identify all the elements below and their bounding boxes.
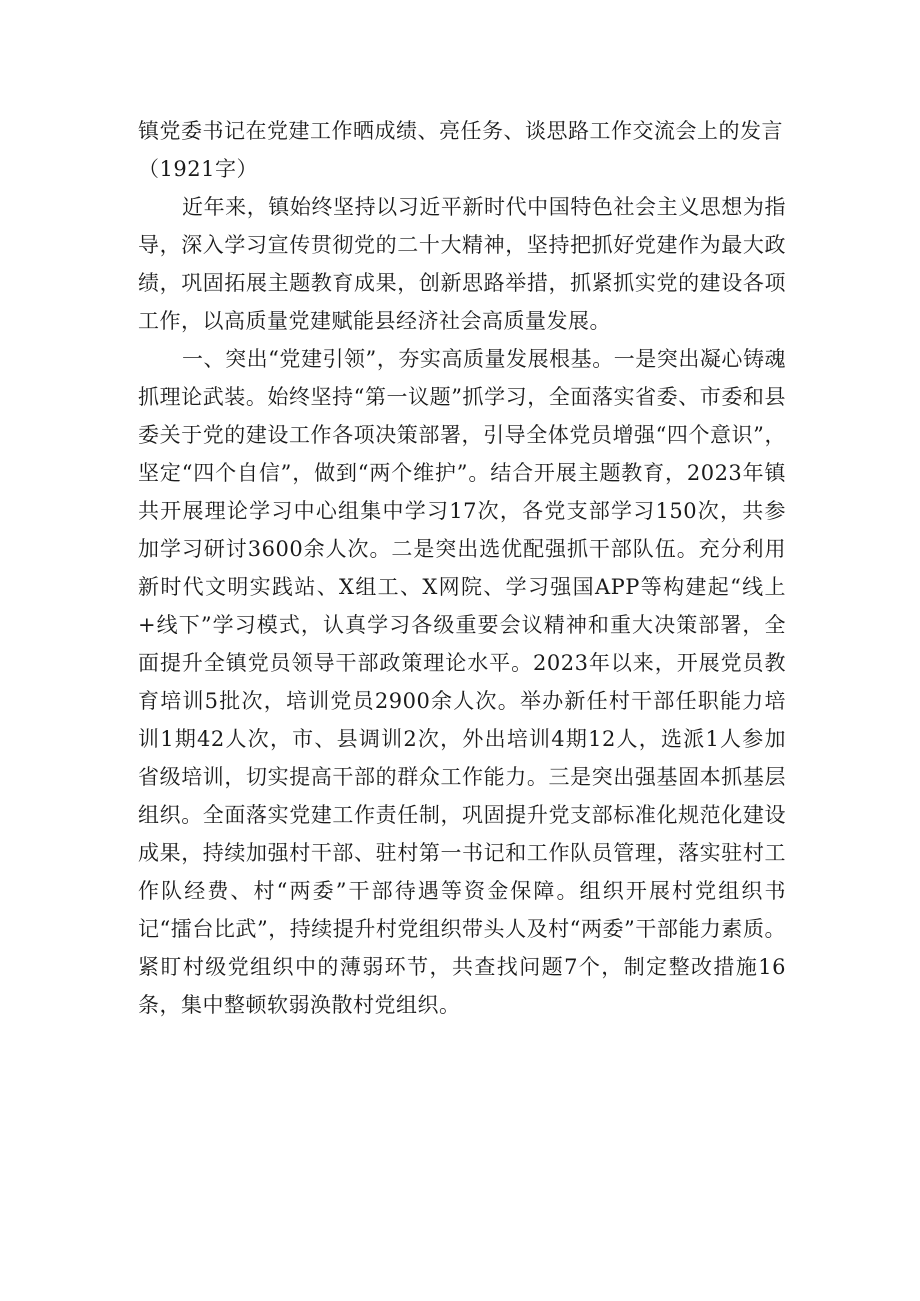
document-body [138,112,786,1024]
section-one-paragraph: 一、突出“党建引领”，夯实高质量发展根基。一是突出凝心铸魂抓理论武装。始终坚持“第一议题”抓学习，全面落实省委、市委和县委关于党的建设工作各项决策部署，引导全体党员增强“四个意识”，坚定“四个自信”，做到“两个维护”。结合开展主题教育，2023年镇共开展理论学习中心组集中学习17次，各党支部学习150次，共参加学习研讨3600余人次。二是突出选优配强抓干部队伍。充分利用新时代文明实践站、X组工、X网院、学习强国APP等构建起“线上+线下”学习模式，认真学习各级重要会议精神和重大决策部署，全面提升全镇党员领导干部政策理论水平。2023年以来，开展党员教育培训5批次，培训党员2900余人次。举办新任村干部任职能力培训1期42人次，市、县调训2次，外出培训4期12人，选派1人参加省级培训，切实提高干部的群众工作能力。三是突出强基固本抓基层组织。全面落实党建工作责任制，巩固提升党支部标准化规范化建设成果，持续加强村干部、驻村第一书记和工作队员管理，落实驻村工作队经费、村“两委”干部待遇等资金保障。组织开展村党组织书记“擂台比武”，持续提升村党组织带头人及村“两委”干部能力素质。紧盯村级党组织中的薄弱环节，共查找问题7个，制定整改措施16条，集中整顿软弱涣散村党组织。 [138,347,786,1017]
word-count: （1921字） [138,157,258,181]
intro-paragraph: 近年来，镇始终坚持以习近平新时代中国特色社会主义思想为指导，深入学习宣传贯彻党的二十大精神，坚持把抓好党建作为最大政绩，巩固拓展主题教育成果，创新思路举措，抓紧抓实党的建设各项工作，以高质量党建赋能县经济社会高质量发展。 [138,195,786,333]
document-title: 镇党委书记在党建工作晒成绩、亮任务、谈思路工作交流会上的发言 [138,119,783,143]
